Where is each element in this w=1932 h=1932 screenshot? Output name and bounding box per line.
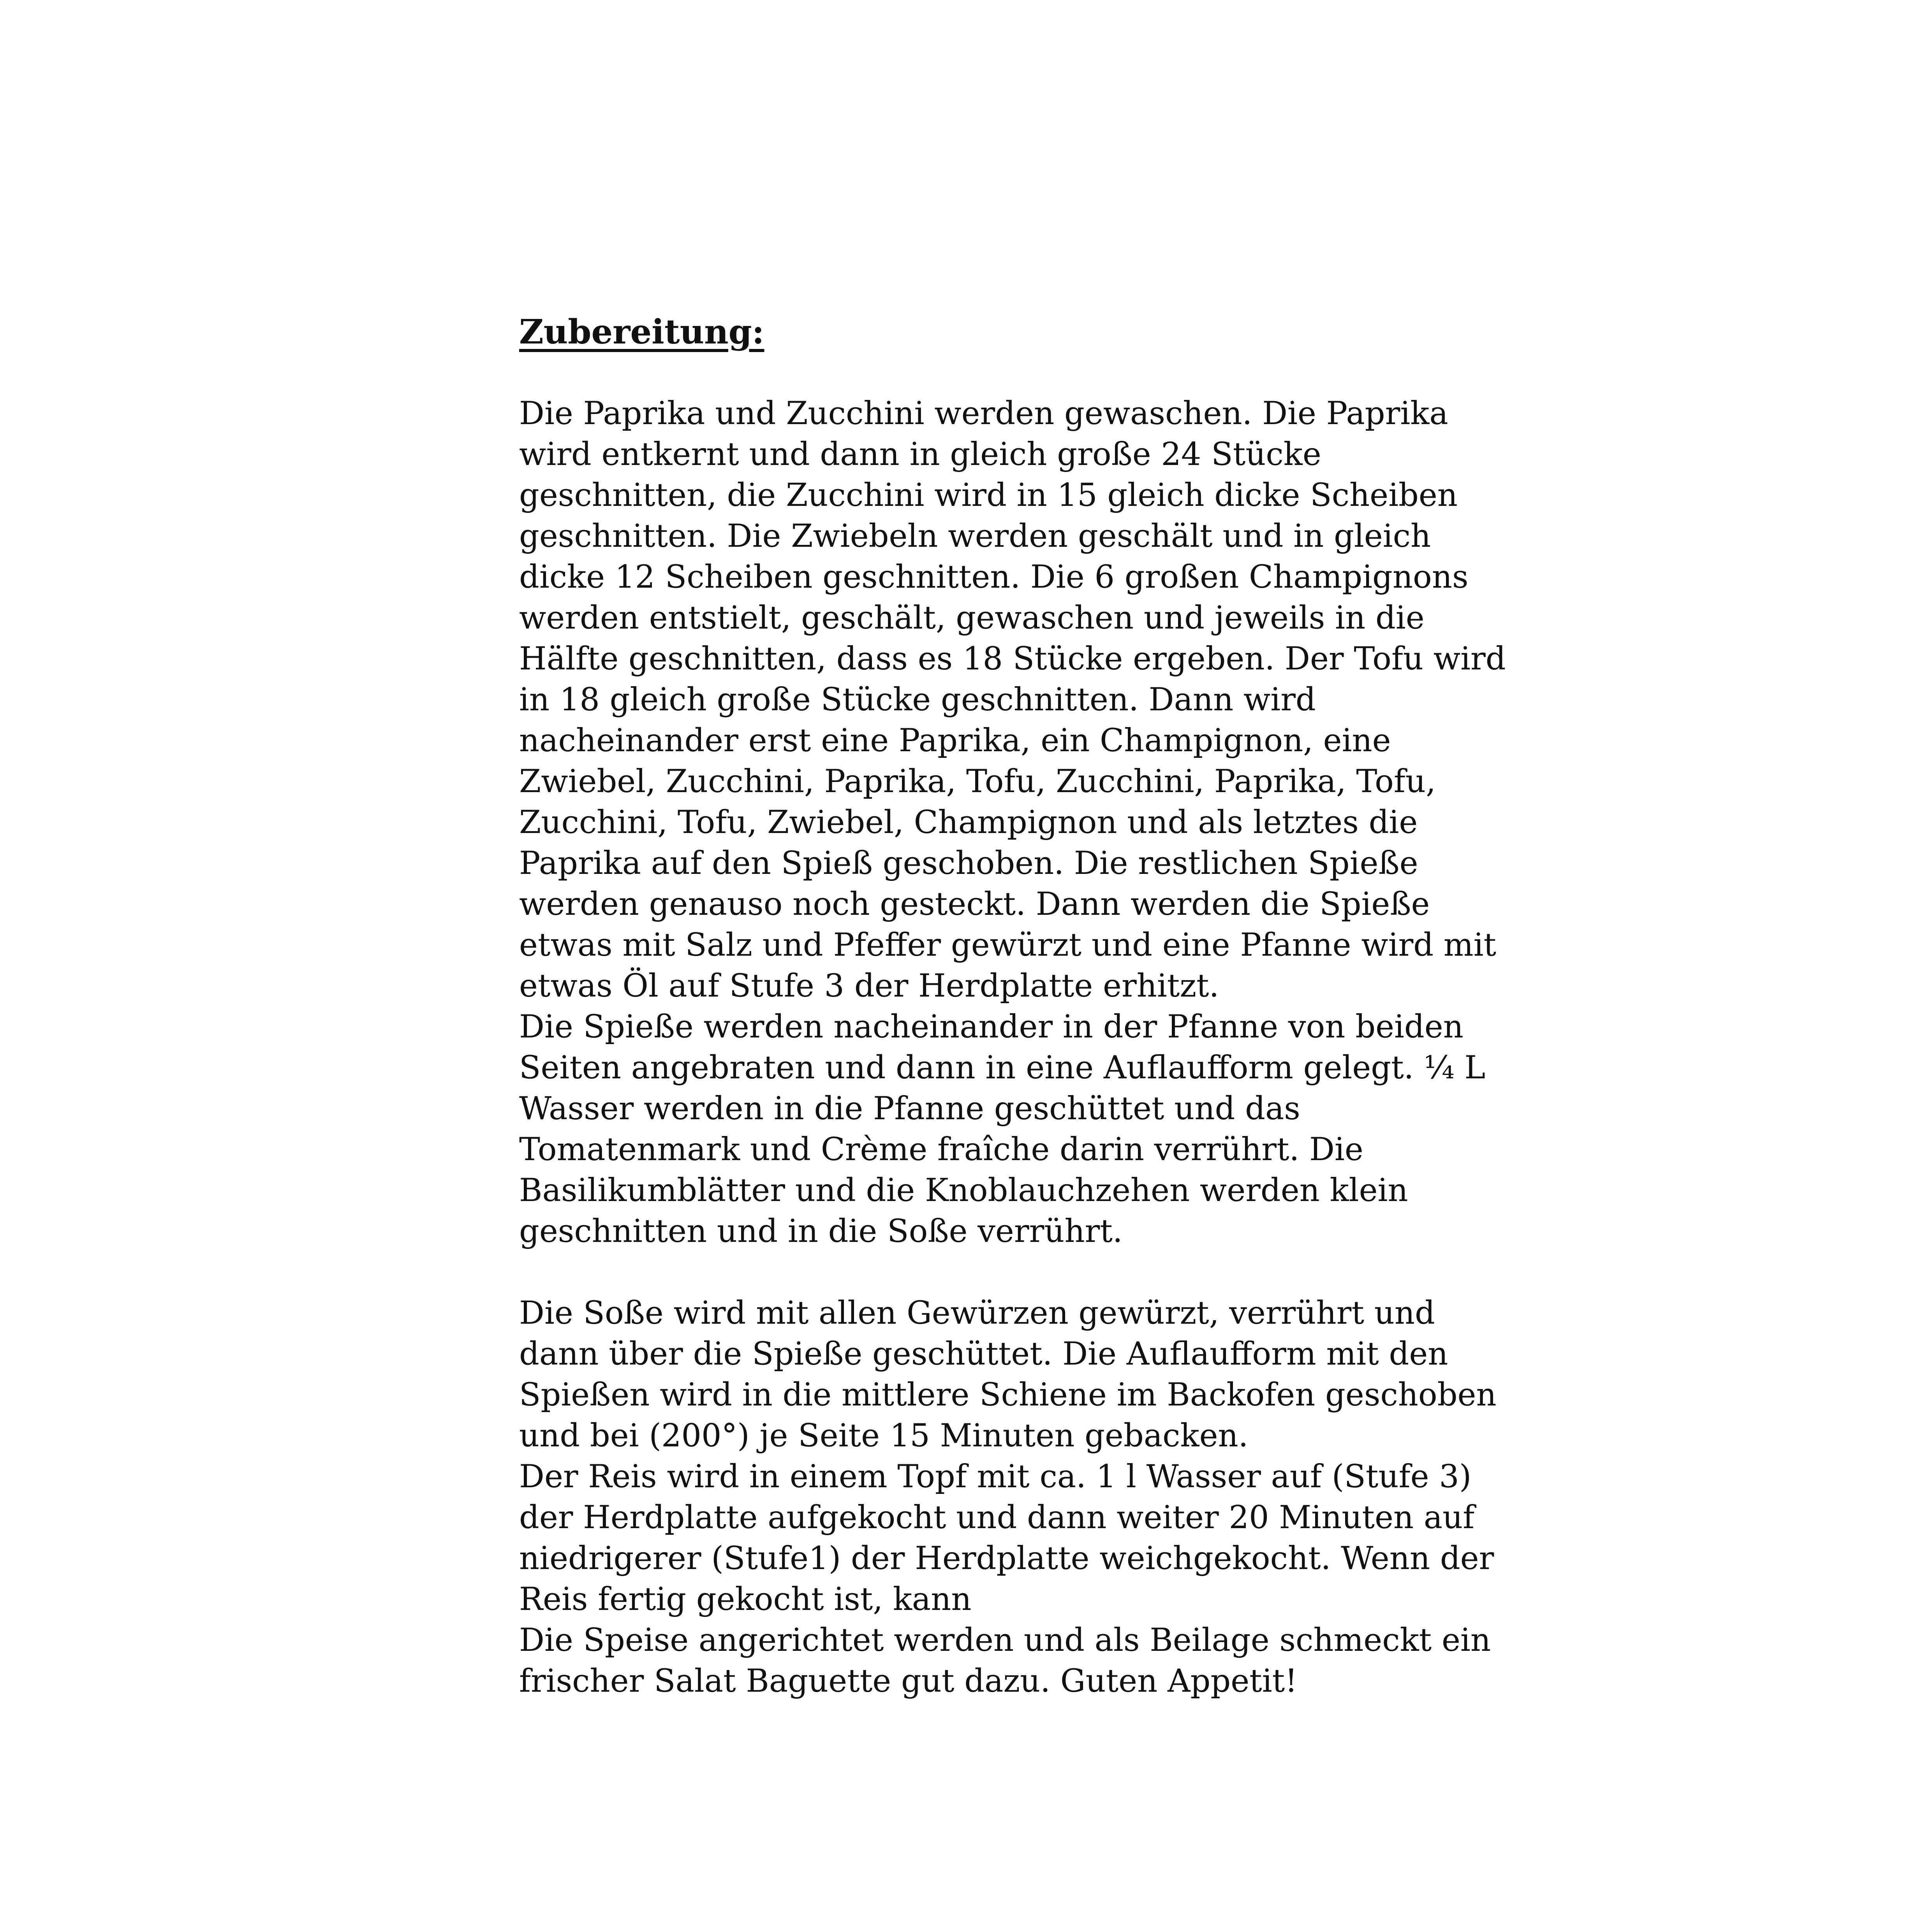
text-line: Tomatenmark und Crème fraîche darin verrührt. Die [519,1131,1363,1168]
text-line: Zwiebel, Zucchini, Paprika, Tofu, Zucchini, Paprika, Tofu, [519,763,1436,800]
text-line: geschnitten und in die Soße verrührt. [519,1213,1123,1250]
text-line: etwas Öl auf Stufe 3 der Herdplatte erhitzt. [519,968,1219,1004]
text-line: Reis fertig gekocht ist, kann [519,1581,972,1618]
text-line: der Herdplatte aufgekocht und dann weiter 20 Minuten auf [519,1499,1475,1536]
text-line: in 18 gleich große Stücke geschnitten. Dann wird [519,682,1316,718]
text-line: Der Reis wird in einem Topf mit ca. 1 l Wasser auf (Stufe 3) [519,1458,1472,1495]
text-line: Die Spieße werden nacheinander in der Pfanne von beiden [519,1009,1464,1045]
text-line: Seiten angebraten und dann in eine Auflaufform gelegt. ¼ L [519,1050,1486,1086]
text-line: und bei (200°) je Seite 15 Minuten gebacken. [519,1418,1249,1454]
text-line: dicke 12 Scheiben geschnitten. Die 6 großen Champignons [519,559,1469,595]
text-line: Hälfte geschnitten, dass es 18 Stücke ergeben. Der Tofu wird [519,641,1506,677]
text-line: nacheinander erst eine Paprika, ein Champignon, eine [519,722,1391,759]
paragraph-baking [519,1293,1497,1702]
recipe-content [519,312,1506,1702]
text-line: Die Paprika und Zucchini werden gewaschen. Die Paprika [519,395,1448,432]
text-line: geschnitten, die Zucchini wird in 15 gleich dicke Scheiben [519,477,1458,514]
text-line: Basilikumblätter und die Knoblauchzehen werden klein [519,1172,1408,1209]
spacer [519,352,1454,393]
text-line: wird entkernt und dann in gleich große 24 Stücke [519,436,1321,473]
text-line: etwas mit Salz und Pfeffer gewürzt und eine Pfanne wird mit [519,927,1497,963]
text-line: werden entstielt, geschält, gewaschen und jeweils in die [519,600,1425,636]
text-line: Die Soße wird mit allen Gewürzen gewürzt, verrührt und [519,1295,1435,1331]
text-line: niedrigerer (Stufe1) der Herdplatte weichgekocht. Wenn der [519,1540,1494,1577]
text-line: Paprika auf den Spieß geschoben. Die restlichen Spieße [519,845,1418,882]
text-line: frischer Salat Baguette gut dazu. Guten Appetit! [519,1663,1298,1700]
paragraph-preparation [519,393,1506,1252]
spacer [519,1252,1454,1293]
text-line: Wasser werden in die Pfanne geschüttet und das [519,1090,1300,1127]
text-line: dann über die Spieße geschüttet. Die Auflaufform mit den [519,1336,1448,1372]
text-line: geschnitten. Die Zwiebeln werden geschält und in gleich [519,518,1431,555]
page-title: Zubereitung: [519,312,764,352]
text-line: Die Speise angerichtet werden und als Beilage schmeckt ein [519,1622,1491,1659]
text-line: werden genauso noch gesteckt. Dann werden die Spieße [519,886,1430,923]
text-line: Zucchini, Tofu, Zwiebel, Champignon und als letztes die [519,804,1418,841]
text-line: Spießen wird in die mittlere Schiene im Backofen geschoben [519,1377,1497,1413]
